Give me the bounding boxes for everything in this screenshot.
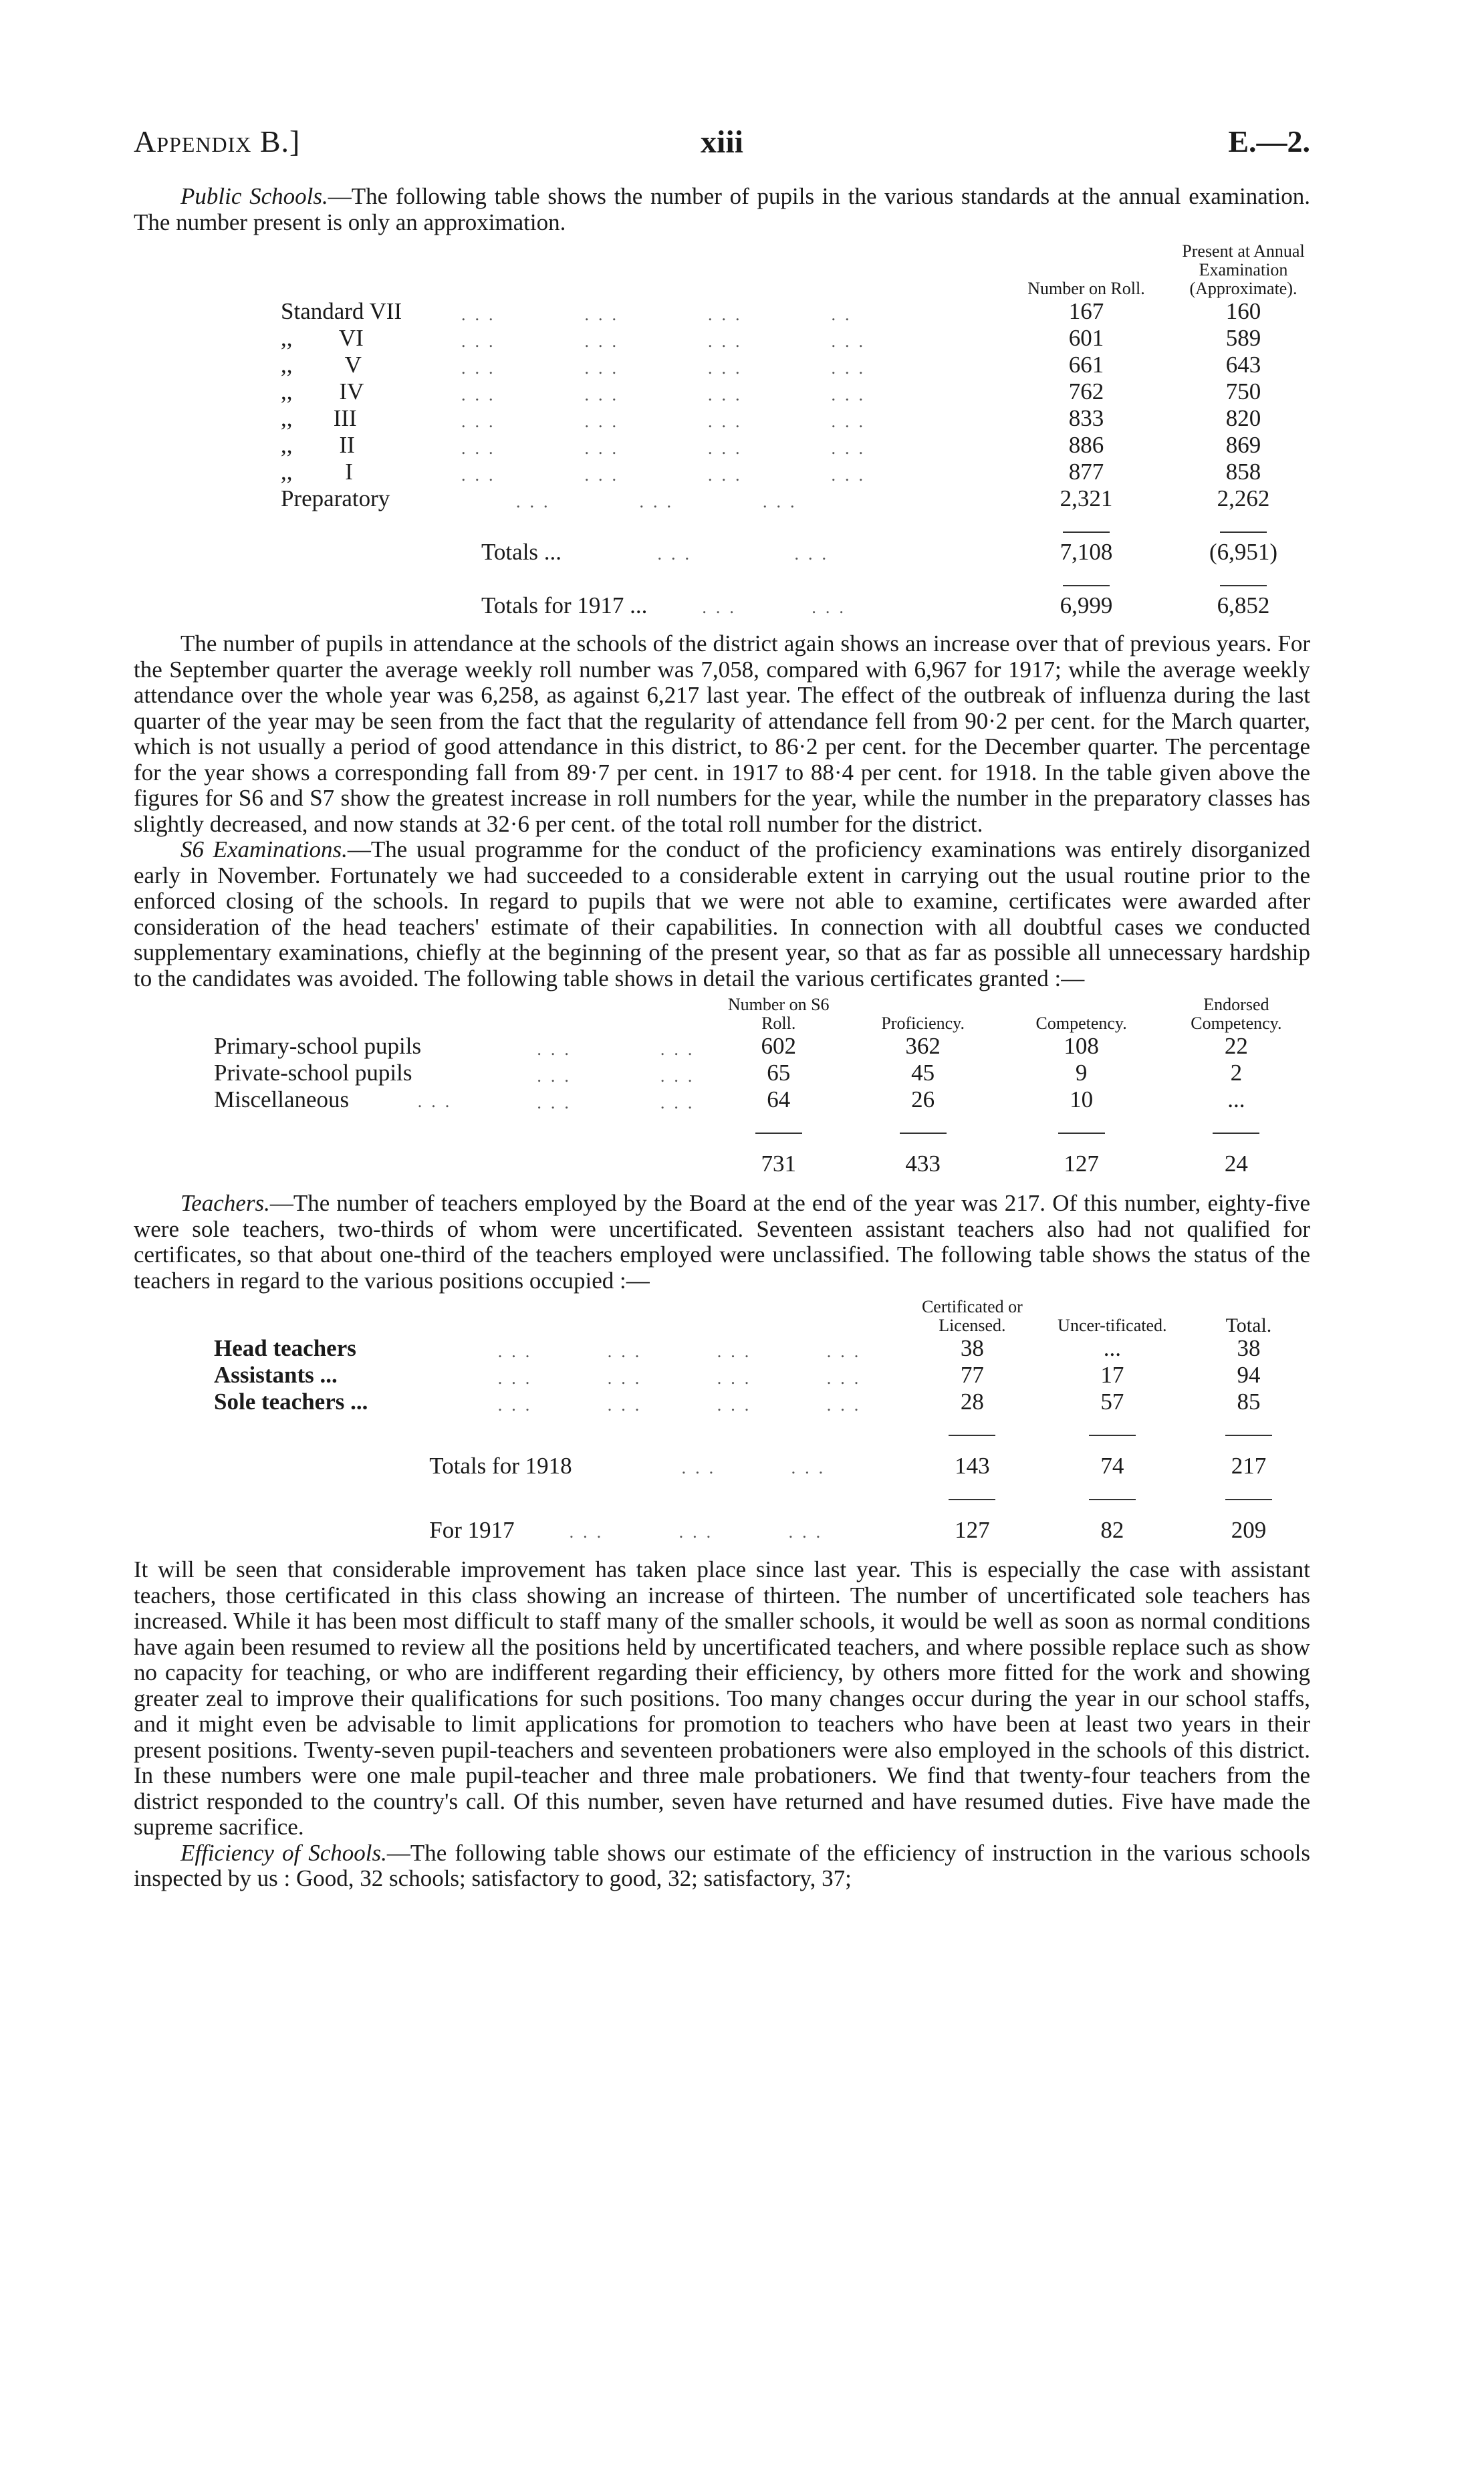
table-header-row: Number on S6 Roll. Proficiency. Competency. Endorsed Competency.: [727, 995, 1282, 1033]
table-header-row: [281, 242, 1324, 298]
table-row: Private-school pupils ... ... 65 45 9 2: [214, 1060, 1243, 1086]
table-row: Primary-school pupils ... ... 602 362 108 22: [214, 1033, 1248, 1059]
standards-table: [281, 242, 1324, 619]
table-header-row: Certificated or Licensed. Uncer-tificated. Total.: [921, 1297, 1272, 1336]
totals-row: Totals ... ... ... 7,108 (6,951): [481, 539, 1278, 565]
totals-row: 731 433 127 24: [761, 1151, 1248, 1177]
certificates-table: [214, 995, 1310, 1177]
table-row: Standard VII ... ... ... .. 167 160: [281, 298, 1261, 324]
table-row: Sole teachers ... ... ... ... ... 28 57 85: [214, 1389, 1261, 1415]
public-schools-heading: Public Schools.: [180, 183, 328, 209]
s6-paragraph: S6 Examinations.—The usual programme for the conduct of the proficiency examinations was entirely disorganized early in November. Fortunately we had succeeded to a considerable extent in carrying out the usual routine prior to the enforced closing of the schools. In regard to pupils that we were not able to examine, certificates were awarded after consideration of the head teachers' estimate of their capabilities. In connection with all doubtful cases we conducted supplementary examinations, chiefly at the beginning of the present year, so that as far as possible all unnecessary hardship to the candidates was avoided. The following table shows in detail the various certificates granted :—: [134, 836, 1311, 991]
public-schools-intro: [134, 184, 1310, 235]
header-appendix: Appendix B.]: [134, 124, 301, 158]
page: [134, 124, 1310, 1892]
attendance-paragraph: The number of pupils in attendance at the schools of the district again shows an increase over that of previous years. For the September quarter the average weekly roll number was 7,058, compared with 6,967 for 1917; while the average weekly attendance over the whole year was 6,258, as against 6,217 last year. The effect of the outbreak of influenza during the last quarter of the year may be seen from the fact that the regularity of attendance fell from 90·2 per cent. for the March quarter, which is not usually a period of good attendance in this district, to 86·2 per cent. for the December quarter. The percentage for the year shows a corresponding fall from 89·7 per cent. in 1917 to 88·4 per cent. for 1918. In the table given above the figures for S6 and S7 show the greatest increase in roll numbers for the year, while the number in the preparatory classes has slightly decreased, and now stands at 32·6 per cent. of the total roll number for the district.: [134, 630, 1310, 837]
table-row: ,, V ... ... ... ... 661 643: [281, 352, 1261, 378]
table-row: Preparatory ... ... ... 2,321 2,262: [281, 485, 1270, 511]
table-row: Head teachers ... ... ... ... 38 ... 38: [214, 1335, 1261, 1361]
efficiency-paragraph: Efficiency of Schools.—The following table shows our estimate of the efficiency of instruction in the various schools inspected by us : Good, 32 schools; satisfactory to good, 32; satisfactory, 37;: [134, 1839, 1310, 1891]
s6-heading: S6 Examinations.: [180, 836, 348, 862]
teachers-paragraph-2: It will be seen that considerable improvement has taken place since last year. This is especially the case with assistant teachers, those certificated in this class showing an increase of thirteen. The number of uncertificated sole teachers has increased. While it has been most difficult to staff many of the smaller schools, it would be well as soon as normal conditions have again been resumed to review all the positions held by uncertificated teachers, and where possible replace such as show no capacity for teaching, or who are indifferent regarding their efficiency, by others more fitted for the work and showing greater zeal to improve their qualifications for such positions. Too many changes occur during the year in our school staffs, and it might even be advisable to limit applications for promotion to teachers who have been at least two years in their present positions. Twenty-seven pupil-teachers and seventeen probationers were also employed in the schools of this district. In these numbers were one male pupil-teacher and three male probationers. We find that twenty-four teachers from the district responded to the country's call. Of this number, seven have returned and have resumed duties. Five have made the supreme sacrifice.: [134, 1556, 1310, 1840]
col-number-on-roll: Number on Roll.: [1027, 279, 1145, 298]
page-header: [134, 124, 1310, 170]
col-present-at-exam: Present at Annual Examination (Approximate).: [1182, 241, 1305, 298]
header-series: E.—2.: [1228, 124, 1310, 158]
totals-1918-row: Totals for 1918 ... ... 143 74 217: [429, 1453, 1267, 1479]
table-row: Assistants ... ... ... ... ... 77 17 94: [214, 1362, 1261, 1388]
table-row: ,, II ... ... ... ... 886 869: [281, 432, 1261, 458]
table-row: Miscellaneous ... ... ... 64 26 10 ...: [214, 1086, 1245, 1112]
table-row: ,, IV ... ... ... ... 762 750: [281, 378, 1261, 404]
teachers-table: [214, 1298, 1317, 1544]
teachers-paragraph: Teachers.—The number of teachers employed by the Board at the end of the year was 217. Of this number, eighty-five were sole teachers, two-thirds of whom were uncertificated. Seventeen assistant teachers also had not qualified for certificates, so that about one-third of the teachers employed were unclassified. The following table shows the status of the teachers in regard to the various positions occupied :—: [134, 1190, 1310, 1294]
header-page-number: xiii: [700, 124, 743, 160]
totals-1917-row: Totals for 1917 ... ... ... 6,999 6,852: [481, 592, 1270, 618]
table-row: ,, I ... ... ... ... 877 858: [281, 459, 1261, 485]
efficiency-heading: Efficiency of Schools.: [180, 1839, 387, 1866]
table-row: ,, III ... ... ... ... 833 820: [281, 405, 1261, 431]
public-schools-intro-text: —The following table shows the number of pupils in the various standards at the annual examination. The number present is only an approximation.: [134, 183, 1310, 235]
totals-1917-row: For 1917 ... ... ... 127 82 209: [429, 1517, 1267, 1543]
teachers-heading: Teachers.: [180, 1190, 270, 1216]
table-row: ,, VI ... ... ... ... 601 589: [281, 325, 1261, 351]
